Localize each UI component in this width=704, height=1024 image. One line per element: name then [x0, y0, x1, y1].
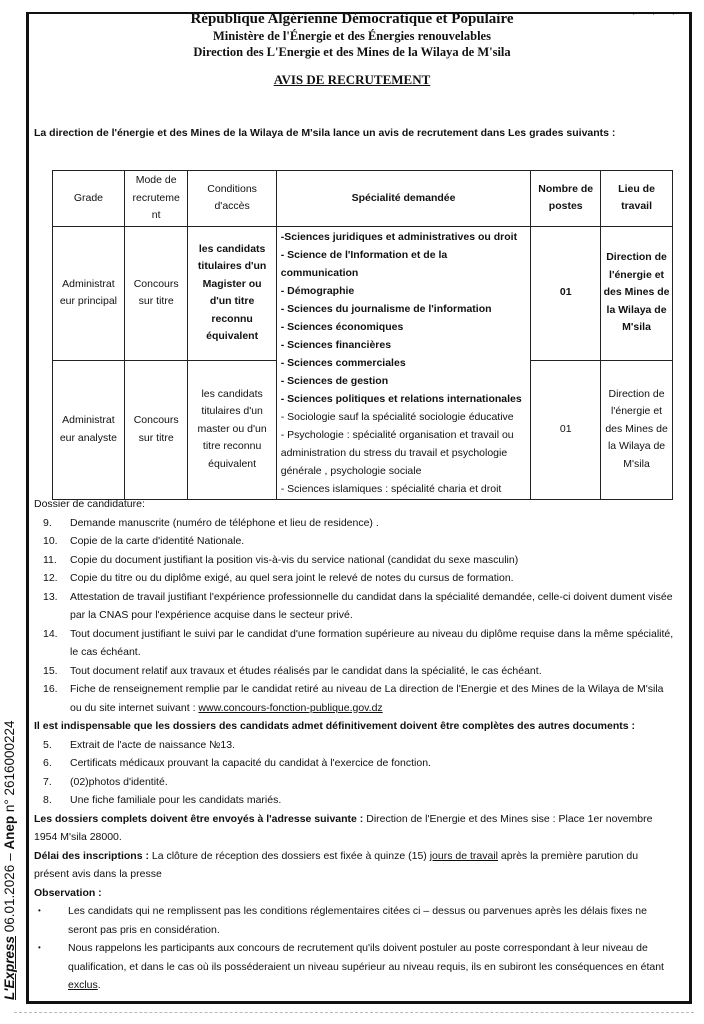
list-item: 13. Attestation de travail justifiant l'expérience professionnelle du candidat dans la spécialité demandée, celle-ci doivent dument visée par la CNAS pour l'expérience acquise dans le secteur privé. — [43, 590, 673, 621]
mode-cell: Concours sur titre — [124, 226, 188, 360]
specialite-item: - Sciences du journalisme de l'information — [280, 302, 492, 315]
concours-website-link[interactable]: www.concours-fonction-publique.gov.dz — [198, 701, 383, 714]
observation-list — [34, 902, 674, 995]
grade-cell: Administrat eur analyste — [53, 360, 125, 499]
col-postes: Nombre de postes — [531, 171, 601, 227]
table-header-row — [53, 171, 673, 227]
anep-label: Anep — [2, 815, 17, 850]
complement-heading: Il est indispensable que les dossiers des candidats admet définitivement doivent être complètes des autres documents : — [34, 720, 636, 732]
list-item: 5. Extrait de l'acte de naissance №13. — [43, 738, 236, 751]
postes-cell: 01 — [531, 360, 601, 499]
observation-heading: Observation : — [34, 886, 102, 899]
specialite-item: - Sciences financières — [280, 338, 392, 351]
specialite-item: - Sciences politiques et relations internationales — [280, 392, 522, 405]
specialite-item: - Science de l'Information et de la communication — [280, 248, 448, 279]
dossier-list — [34, 514, 674, 718]
complement-list — [34, 736, 674, 810]
list-item: 9. Demande manuscrite (numéro de téléphone et lieu de residence) . — [43, 516, 379, 529]
postes-cell: 01 — [531, 226, 601, 360]
direction-title: Direction des L'Energie et des Mines de la Wilaya de M'sila — [193, 45, 511, 59]
list-item: • Les candidats qui ne remplissent pas les conditions réglementaires citées ci – dessus ou parvenues après les délais fixes ne seront pas pris en considération. — [34, 902, 674, 939]
intro-paragraph: La direction de l'énergie et des Mines de la Wilaya de M'sila lance un avis de recrutement dans Les grades suivants : — [34, 127, 616, 139]
specialite-item: - Sciences commerciales — [280, 356, 406, 369]
notice-title: AVIS DE RECRUTEMENT — [273, 72, 431, 87]
scan-marks: ' ' ' — [632, 12, 682, 21]
list-item: 16. Fiche de renseignement remplie par le candidat retiré au niveau de La direction de l'Energie et des Mines de la Wilaya de M'sila ou du site internet suivant : www.concours-fonction-publique.gov.dz — [43, 683, 664, 714]
list-item: 12. Copie du titre ou du diplôme exigé, au quel sera joint le relevé de notes du cursus de formation. — [43, 572, 514, 584]
list-item: 7. (02)photos d'identité. — [43, 775, 168, 788]
publication-date: 06.01.2026 – — [2, 849, 17, 936]
address-paragraph: Les dossiers complets doivent être envoyés à l'adresse suivante : Direction de l'Energie et des Mines sise : Place 1er novembre 1954 M'sila 28000. — [34, 812, 653, 843]
list-item: • Nous rappelons les participants aux concours de recrutement qu'ils doivent postuler au poste correspondant à leur niveau de qualification, et dans le cas où ils posséderaient un niveau supérieur au niveau requis, ils en subiront les conséquences en étant exclus. — [34, 939, 674, 995]
table-row — [53, 226, 673, 360]
col-grade: Grade — [53, 171, 125, 227]
list-item: 11. Copie du document justifiant la position vis-à-vis du service national (candidat du sexe masculin) — [43, 553, 519, 566]
delai-paragraph: Délai des inscriptions : La clôture de réception des dossiers est fixée à quinze (15) jours de travail après la première parution du présent avis dans la presse — [34, 849, 639, 880]
lieu-cell: Direction de l'énergie et des Mines de la Wilaya de M'sila — [601, 360, 673, 499]
specialite-item: - Sociologie sauf la spécialité sociologie éducative — [280, 410, 514, 423]
specialites-cell — [276, 226, 531, 499]
specialite-item: - Démographie — [280, 284, 355, 297]
scan-artifact-line — [14, 1012, 694, 1019]
lieu-cell: Direction de l'énergie et des Mines de la Wilaya de M'sila — [601, 226, 673, 360]
republic-title: République Algérienne Démocratique et Populaire — [190, 11, 514, 27]
specialite-item: -Sciences juridiques et administratives ou droit — [280, 230, 518, 243]
publication-caption — [2, 660, 17, 1000]
anep-number: n° 2616000224 — [2, 720, 17, 816]
dossier-section — [34, 495, 674, 995]
list-item: 14. Tout document justifiant le suivi par le candidat d'une formation supérieure au niveau du diplôme requise dans la même spécialité, le cas échéant. — [43, 627, 674, 658]
col-conditions: Conditions d'accès — [188, 171, 276, 227]
col-specialite: Spécialité demandée — [276, 171, 531, 227]
publication-name: L'Express — [2, 936, 17, 1000]
mode-cell: Concours sur titre — [124, 360, 188, 499]
specialite-item: - Sciences économiques — [280, 320, 404, 333]
positions-table — [52, 170, 673, 500]
conditions-cell: les candidats titulaires d'un master ou d'un titre reconnu équivalent — [188, 360, 276, 499]
specialite-item: - Sciences islamiques : spécialité charia et droit — [280, 482, 502, 495]
dossier-heading: Dossier de candidature: — [34, 498, 145, 510]
col-lieu: Lieu de travail — [601, 171, 673, 227]
list-item: 15. Tout document relatif aux travaux et études réalisés par le candidat dans la spécialité, le cas échéant. — [43, 664, 542, 677]
ministry-title: Ministère de l'Énergie et des Énergies renouvelables — [213, 29, 491, 43]
document-header — [0, 10, 704, 88]
col-mode: Mode de recruteme nt — [124, 171, 188, 227]
specialite-item: - Sciences de gestion — [280, 374, 389, 387]
list-item: 6. Certificats médicaux prouvant la capacité du candidat à l'exercice de fonction. — [43, 757, 431, 769]
specialite-item: - Psychologie : spécialité organisation et travail ou administration du stress du travail et psychologie générale , psychologie sociale — [280, 428, 514, 477]
list-item: 10. Copie de la carte d'identité Nationale. — [43, 535, 245, 547]
list-item: 8. Une fiche familiale pour les candidats mariés. — [43, 794, 282, 806]
grade-cell: Administrat eur principal — [53, 226, 125, 360]
conditions-cell: les candidats titulaires d'un Magister ou d'un titre reconnu équivalent — [188, 226, 276, 360]
